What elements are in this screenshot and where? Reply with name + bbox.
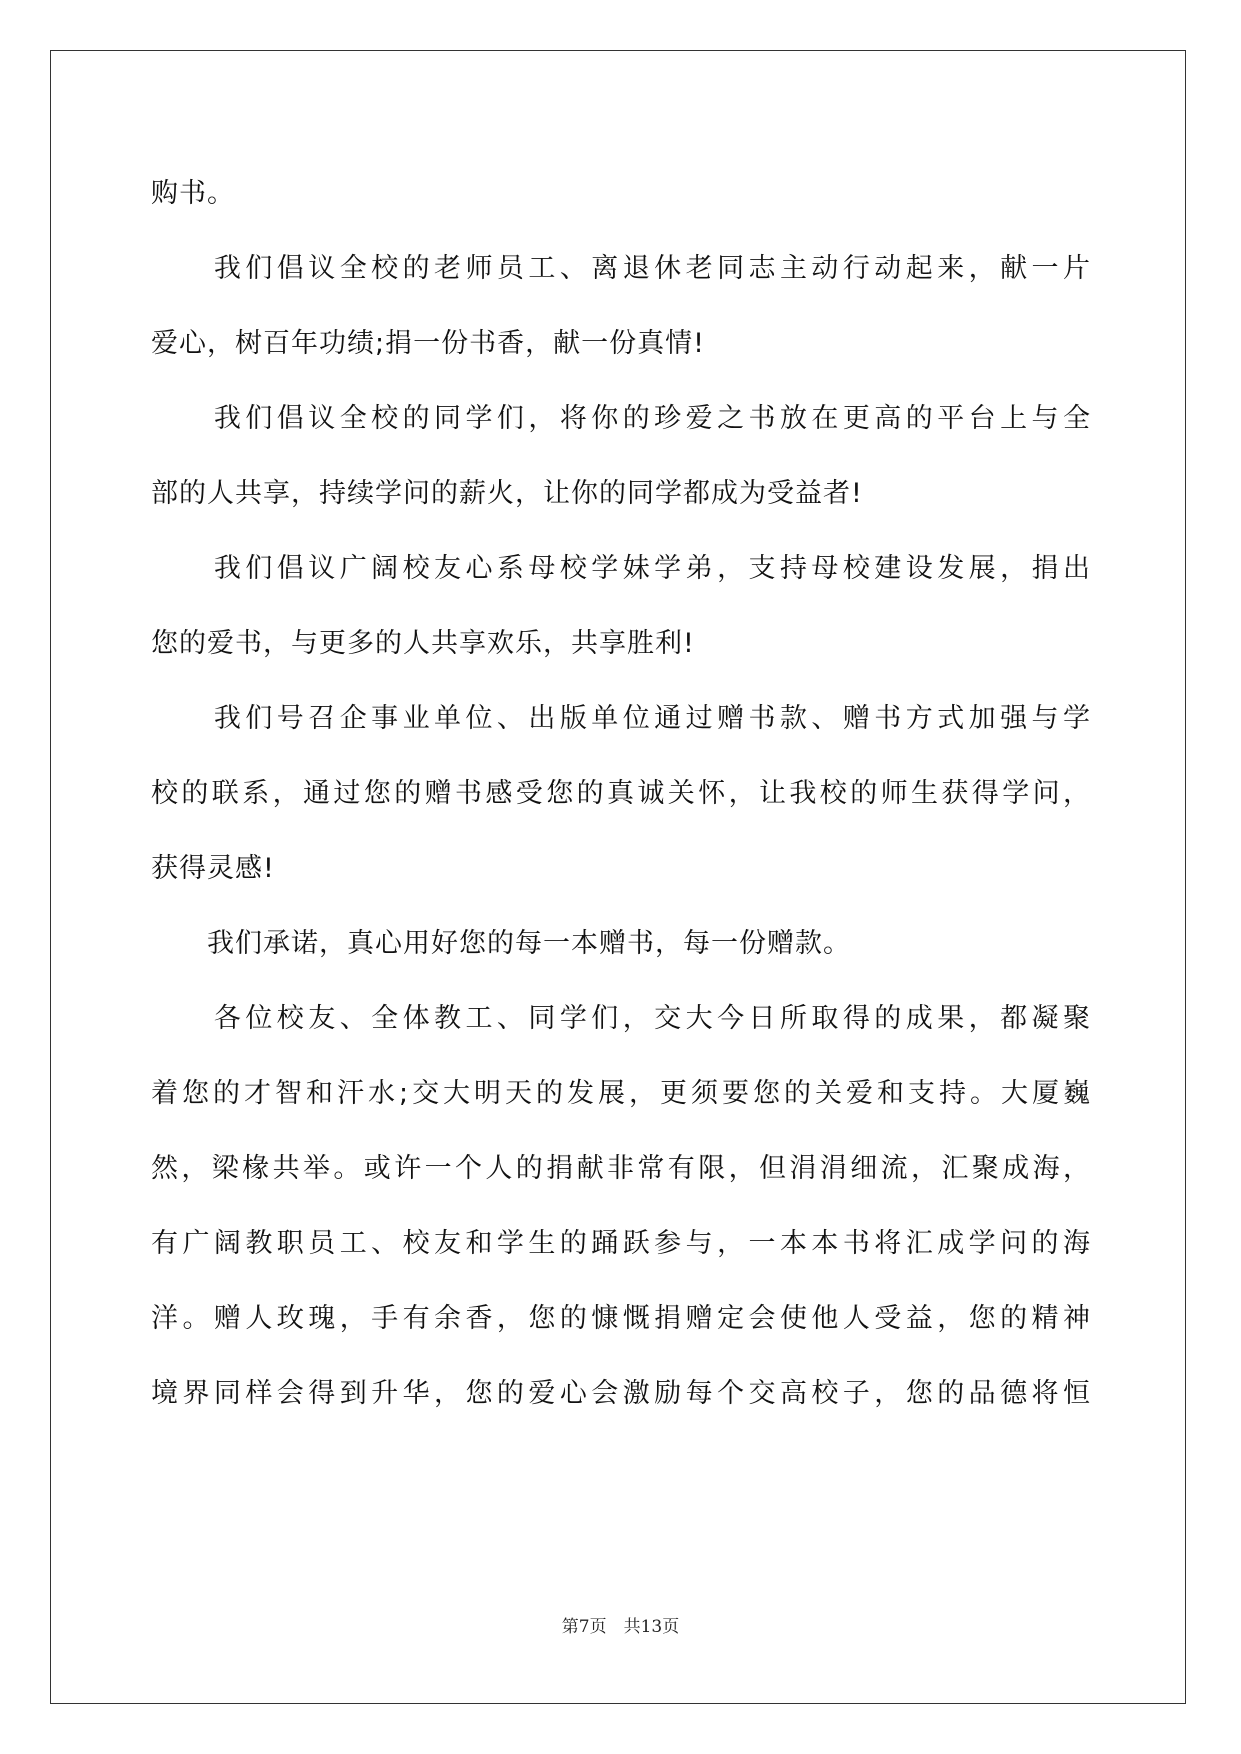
text-line: 我们倡议广阔校友心系母校学妹学弟，支持母校建设发展，捐出 xyxy=(151,553,1091,584)
text-line: 然，梁椽共举。或许一个人的捐献非常有限，但涓涓细流，汇聚成海， xyxy=(151,1153,1091,1184)
text-line: 境界同样会得到升华，您的爱心会激励每个交高校子，您的品德将恒 xyxy=(151,1378,1091,1409)
text-line: 您的爱书，与更多的人共享欢乐，共享胜利! xyxy=(151,628,695,659)
text-line: 着您的才智和汗水;交大明天的发展，更须要您的关爱和支持。大厦巍 xyxy=(151,1078,1091,1109)
text-line: 我们倡议全校的老师员工、离退休老同志主动行动起来，献一片 xyxy=(151,253,1091,284)
text-line: 获得灵感! xyxy=(151,853,275,884)
body-text xyxy=(151,156,1091,1431)
text-line: 有广阔教职员工、校友和学生的踊跃参与，一本本书将汇成学问的海 xyxy=(151,1228,1091,1259)
text-line: 我们倡议全校的同学们，将你的珍爱之书放在更高的平台上与全 xyxy=(151,403,1091,434)
text-line: 校的联系，通过您的赠书感受您的真诚关怀，让我校的师生获得学问， xyxy=(151,778,1091,809)
text-line: 各位校友、全体教工、同学们，交大今日所取得的成果，都凝聚 xyxy=(151,1003,1091,1034)
text-line: 部的人共享，持续学问的薪火，让你的同学都成为受益者! xyxy=(151,478,863,509)
text-line: 购书。 xyxy=(151,178,235,209)
text-line: 爱心，树百年功绩;捐一份书香，献一份真情! xyxy=(151,328,705,359)
page-number-footer: 第7页 共13页 xyxy=(561,1617,680,1637)
text-line: 我们承诺，真心用好您的每一本赠书，每一份赠款。 xyxy=(151,928,851,959)
text-line: 洋。赠人玫瑰，手有余香，您的慷慨捐赠定会使他人受益，您的精神 xyxy=(151,1303,1091,1334)
text-line: 我们号召企事业单位、出版单位通过赠书款、赠书方式加强与学 xyxy=(151,703,1091,734)
